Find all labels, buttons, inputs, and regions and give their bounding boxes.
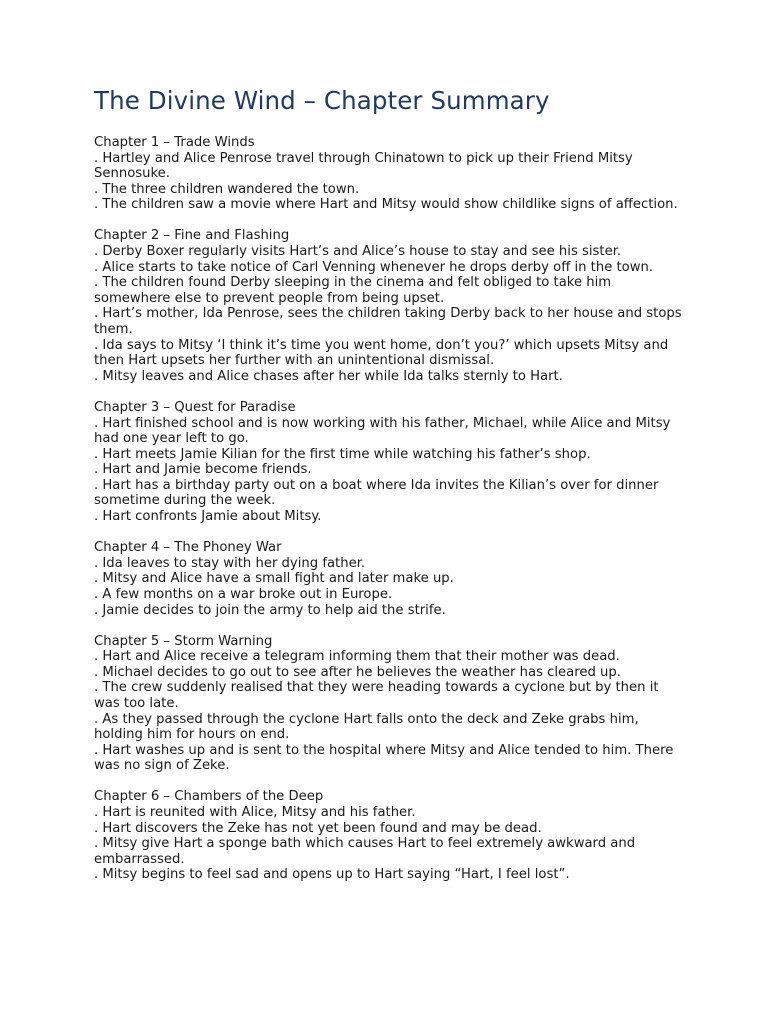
chapter-1 xyxy=(94,135,684,213)
summary-point: . Mitsy give Hart a sponge bath which causes Hart to feel extremely awkward and embarrassed. xyxy=(94,836,636,867)
summary-point: . Hart and Jamie become friends. xyxy=(94,462,312,478)
summary-point: . The three children wandered the town. xyxy=(94,181,360,197)
summary-point: . Hart washes up and is sent to the hospital where Mitsy and Alice tended to him. There was no sign of Zeke. xyxy=(94,742,674,774)
summary-point: . Mitsy leaves and Alice chases after her while Ida talks sternly to Hart. xyxy=(94,368,563,384)
summary-point: . Hart has a birthday party out on a boat where Ida invites the Kilian’s over for dinner sometime during the week. xyxy=(94,477,659,509)
summary-point: . The crew suddenly realised that they were heading towards a cyclone but by then it was too late. xyxy=(94,680,659,711)
summary-point: . Hart and Alice receive a telegram informing them that their mother was dead. xyxy=(94,649,620,665)
chapter-heading: Chapter 5 – Storm Warning xyxy=(94,633,273,649)
summary-point: . Alice starts to take notice of Carl Venning whenever he drops derby off in the town. xyxy=(94,259,654,275)
summary-point: . Ida says to Mitsy ‘I think it’s time you went home, don’t you?’ which upsets Mitsy and then Hart upsets her further with an unintentional dismissal. xyxy=(94,337,669,369)
summary-point: . Hart is reunited with Alice, Mitsy and his father. xyxy=(94,805,416,821)
summary-point: . Hart finished school and is now working with his father, Michael, while Alice and Mitsy had one year left to go. xyxy=(94,415,671,447)
summary-point: . Mitsy begins to feel sad and opens up to Hart saying “Hart, I feel lost”. xyxy=(94,867,570,883)
summary-point: . Hart meets Jamie Kilian for the first time while watching his father’s shop. xyxy=(94,446,591,462)
summary-point: . Hartley and Alice Penrose travel through Chinatown to pick up their Friend Mitsy Sennosuke. xyxy=(94,150,633,182)
chapter-3 xyxy=(94,400,684,525)
summary-point: . The children saw a movie where Hart and Mitsy would show childlike signs of affection. xyxy=(94,197,678,213)
document-page xyxy=(94,84,684,899)
summary-point: . As they passed through the cyclone Hart falls onto the deck and Zeke grabs him, holding him for hours on end. xyxy=(94,711,639,743)
summary-point: . Hart discovers the Zeke has not yet been found and may be dead. xyxy=(94,820,542,836)
document-title: The Divine Wind – Chapter Summary xyxy=(94,86,550,115)
chapter-heading: Chapter 3 – Quest for Paradise xyxy=(94,399,296,415)
summary-point: . Jamie decides to join the army to help aid the strife. xyxy=(94,602,446,618)
chapter-heading: Chapter 1 – Trade Winds xyxy=(94,135,255,150)
summary-point: . A few months on a war broke out in Europe. xyxy=(94,586,393,602)
chapter-heading: Chapter 4 – The Phoney War xyxy=(94,540,282,556)
summary-point: . Derby Boxer regularly visits Hart’s and Alice’s house to stay and see his sister. xyxy=(94,244,622,260)
chapter-6 xyxy=(94,789,684,883)
chapter-4 xyxy=(94,540,684,618)
summary-point: . The children found Derby sleeping in the cinema and felt obliged to take him somewhere else to prevent people from being upset. xyxy=(94,275,612,306)
chapter-heading: Chapter 6 – Chambers of the Deep xyxy=(94,789,324,805)
summary-point: . Hart confronts Jamie about Mitsy. xyxy=(94,509,322,525)
chapter-heading: Chapter 2 – Fine and Flashing xyxy=(94,228,290,244)
chapter-5 xyxy=(94,634,684,774)
summary-point: . Ida leaves to stay with her dying father. xyxy=(94,555,366,571)
chapter-2 xyxy=(94,228,684,384)
summary-point: . Mitsy and Alice have a small fight and later make up. xyxy=(94,571,454,587)
summary-point: . Hart’s mother, Ida Penrose, sees the children taking Derby back to her house and stops them. xyxy=(94,306,682,338)
summary-point: . Michael decides to go out to see after he believes the weather has cleared up. xyxy=(94,664,621,680)
